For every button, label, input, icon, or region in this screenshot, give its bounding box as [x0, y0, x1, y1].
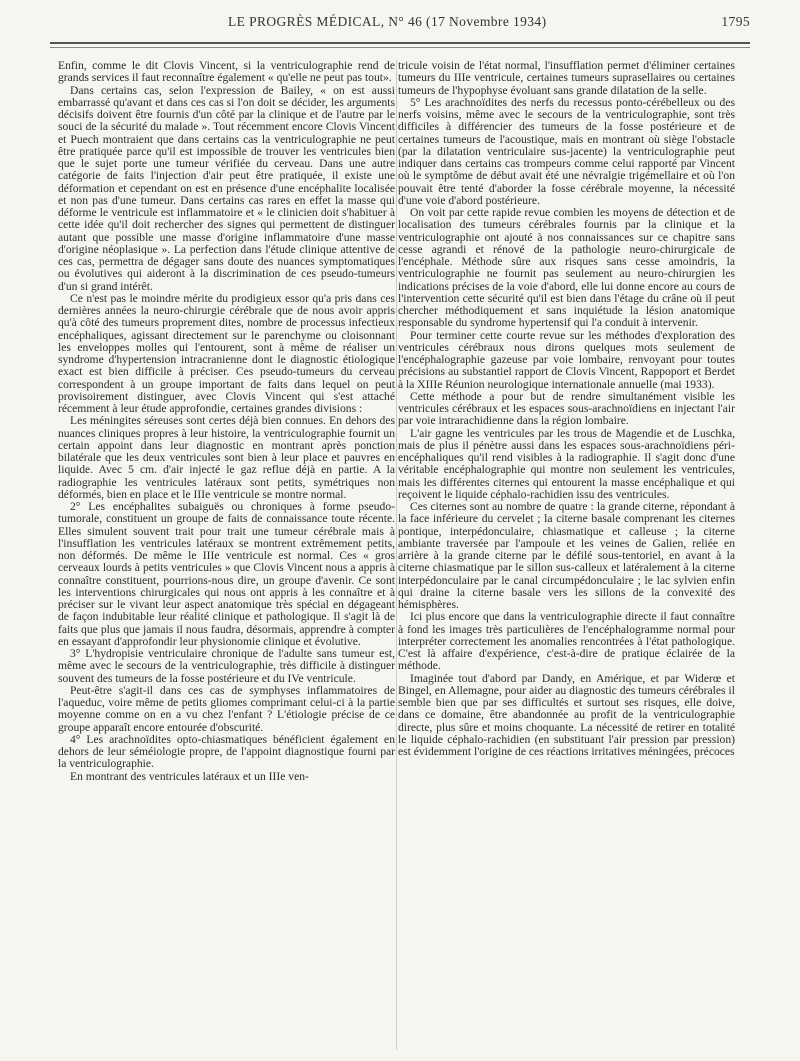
paragraph: Enfin, comme le dit Clovis Vincent, si la ventriculographie rend de grands services il faut reconnaître également « qu'elle ne peut pas tout». — [58, 59, 395, 85]
paragraph: Ces citernes sont au nombre de quatre : la grande citerne, répondant à la face inférieure du cervelet ; la citerne basale comprenant les citernes pontique, interpédonculaire, chiasmatique et calleuse ; la citerne ambiante traversée par l'ampoule et les veines de Galien, reliée en arrière à la grande citerne par le défilé sous-tentoriel, en avant à la citerne chiasmatique par le sillon sus-calleux et latéralement à la citerne interpédonculaire par le canal circumpédonculaire ; le lac sylvien enfin qui draine la citerne basale vers les sillons de la convexité des hémisphères. — [398, 500, 735, 611]
paragraph: On voit par cette rapide revue combien les moyens de détection et de localisation des tumeurs cérébrales fournis par la clinique et la ventriculographie ont ajouté à nos connaissances sur ce chapitre sans cesse agrandi et rénové de la pathologie neuro-chirurgicale de l'encéphale. Méthode sûre aux risques sans cesse amoindris, la ventriculographie ne fournit pas seulement au neuro-chirurgien les indications précises de la voie d'abord, elle lui donne encore au cours de l'intervention cette sécurité qu'il est bien dans l'étage du crâne où il peut chercher méthodiquement et sans inquiétude la lésion anatomique responsable du syndrome hypertensif qui l'a conduit à intervenir. — [398, 206, 735, 330]
journal-title: LE PROGRÈS MÉDICAL, N° 46 (17 Novembre 1934) — [228, 14, 547, 29]
paragraph: 2° Les encéphalites subaiguës ou chroniques à forme pseudo-tumorale, constituent un groupe de faits de connaissance toute récente. Elles simulent souvent trait pour trait une tumeur cérébrale mais à l'insufflation les ventricules latéraux se montrent extrêmement petits, non déformés. De même le IIIe ventricule est normal. Ces « gros cerveaux lourds à petits ventricules » que Clovis Vincent nous a appris à connaître constituent, pourrions-nous dire, un groupe d'avenir. Ce sont les interventions chirurgicales qui nous ont appris à les connaître et à préciser sur le vivant leur aspect anatomique très spécial en dégageant de façon indubitable leur réalité clinique et pathologique. Il s'agit là de faits que plus que jamais il nous faudra, désormais, apprendre à compter en essayant d'approfondir leur physionomie clinique et évolutive. — [58, 500, 395, 648]
paragraph: L'air gagne les ventricules par les trous de Magendie et de Luschka, mais de plus il pénètre aussi dans les espaces sous-arachnoïdiens péri-encéphaliques qu'il rend visibles à la radiographie. Il s'agit donc d'une véritable encéphalographie qui montre non seulement les ventricules, mais les différentes citernes qui entourent la masse encéphalique et qui reçoivent le liquide céphalo-rachidien issu des ventricules. — [398, 426, 735, 501]
header-rule-thin — [50, 47, 750, 48]
paragraph: Ce n'est pas le moindre mérite du prodigieux essor qu'a pris dans ces dernières années la neuro-chirurgie cérébrale que de nous avoir appris qu'à côté des tumeurs proprement dites, nombre de processus infectieux encéphaliques, agissant directement sur le parenchyme ou cloisonnant les enveloppes molles qui l'entourent, sont à même de réaliser un syndrome d'hypertension intracranienne dont le diagnostic étiologique exact est bien difficile à préciser. Ces pseudo-tumeurs du cerveau correspondent à un groupe important de faits dans lequel on peut provisoirement distinguer, avec Clovis Vincent qui s'est attaché récemment à leur étude approfondie, certaines grandes divisions : — [58, 291, 395, 415]
paragraph: Dans certains cas, selon l'expression de Bailey, « on est aussi embarrassé qu'avant et dans ces cas si l'on doit se décider, les arguments décisifs doivent être fournis d'un côté par la clinique et de l'autre par le souci de la sécurité du malade ». Tout récemment encore Clovis Vincent et Puech montraient que dans certains cas la ventriculographie ne peut être pratiquée parce qu'il est impossible de trouver les ventricules bien que le sujet porte une tumeur vérifiée du cerveau. Dans une autre catégorie de faits l'injection d'air peut être pratiquée, il existe une déformation et cependant on est en présence d'une encéphalite localisée et non pas d'une tumeur. Dans certains cas rares en effet la masse qui déforme le ventricule est inflammatoire et « le clinicien doit s'habituer à cette idée qu'il doit rechercher des signes qui permettent de distinguer autant que possible une masse d'origine inflammatoire d'une masse d'origine néoplasique ». La perfection dans l'étude clinique attentive de ces cas, permettra de dégager sans doute des nuances symptomatiques ou évolutives qui aideront à la discrimination de ces pseudo-tumeurs d'un si grand intérêt. — [58, 83, 395, 293]
paragraph: Ici plus encore que dans la ventriculographie directe il faut connaître à fond les images très particulières de l'encéphalogramme normal pour interpréter correctement les anomalies rencontrées à l'état pathologique. C'est là affaire d'expérience, c'est-à-dire de pratique éclairée de la méthode. — [398, 610, 735, 673]
paragraph: 5° Les arachnoïdites des nerfs du recessus ponto-cérébelleux ou des nerfs voisins, même avec le secours de la ventriculographie, sont très difficiles à différencier des tumeurs de la fosse postérieure et de certaines tumeurs de l'acoustique, mais en montrant où siège l'obstacle (par la dilatation ventriculaire sus-jacente) la ventriculographie peut indiquer dans certains cas trompeurs comme celui rapporté par Vincent où le symptôme de début avait été une névralgie trigémellaire et où l'on pouvait être tenté d'aborder la fosse cérébrale moyenne, la nécessité d'une voie d'abord postérieure. — [398, 95, 735, 207]
paragraph: Peut-être s'agit-il dans ces cas de symphyses inflammatoires de l'aqueduc, voire même de petits gliomes comprimant celui-ci à la partie moyenne comme on en a vu chez l'enfant ? L'étiologie précise de ce groupe apparaît encore entourée d'obscurité. — [58, 683, 395, 734]
left-column — [58, 60, 395, 783]
paragraph: 4° Les arachnoïdites opto-chiasmatiques bénéficient également en dehors de leur séméiologie propre, de l'appoint diagnostique fourni par la ventriculographie. — [58, 732, 395, 771]
column-divider — [396, 60, 397, 1050]
header-rule — [50, 42, 750, 44]
paragraph: Imaginée tout d'abord par Dandy, en Amérique, et par Widerœ et Bingel, en Allemagne, pour aider au diagnostic des tumeurs cérébrales il semble bien que par ses difficultés et surtout ses risques, elle doive, dans ce domaine, être abandonnée au profit de la ventriculographie directe, plus sûre et moins choquante. La nécessité de retirer en totalité le liquide céphalo-rachidien (en substituant l'air pression par pression) est évidemment l'origine de ces réactions irritatives méningées, précoces — [398, 671, 735, 758]
paragraph: tricule voisin de l'état normal, l'insufflation permet d'éliminer certaines tumeurs du IIIe ventricule, certaines tumeurs suprasellaires ou certaines tumeurs de l'hypophyse évoluant sans grande dilatation de la selle. — [398, 59, 735, 97]
paragraph: Pour terminer cette courte revue sur les méthodes d'exploration des ventricules cérébraux nous dirons quelques mots seulement de l'encéphalographie gazeuse par voie lombaire, renvoyant pour toutes précisions au substantiel rapport de Clovis Vincent, Rappoport et Berdet à la XIIIe Réunion neurologique internationale annuelle (mai 1933). — [398, 328, 735, 391]
paragraph: Cette méthode a pour but de rendre simultanément visible les ventricules cérébraux et les espaces sous-arachnoïdiens en injectant l'air par voie intrarachidienne dans la région lombaire. — [398, 389, 735, 428]
paragraph: 3° L'hydropisie ventriculaire chronique de l'adulte sans tumeur est, même avec le secours de la ventriculographie, très difficile à distinguer souvent des tumeurs de la fosse postérieure et du IVe ventricule. — [58, 647, 395, 685]
page-number: 1795 — [721, 14, 750, 29]
paragraph: Les méningites séreuses sont certes déjà bien connues. En dehors des nuances cliniques propres à leur histoire, la ventriculographie fournit un certain appoint dans leur diagnostic en montrant après ponction bilatérale que les deux ventricules sont bien à leur place et pauvres en liquide. Avec 5 cm. d'air injecté le gaz reflue déjà en partie. A la radiographie les ventricules latéraux sont petits, symétriques non déformés, bien en place et le IIIe ventricule se montre normal. — [58, 414, 395, 501]
paragraph: En montrant des ventricules latéraux et un IIIe ven- — [70, 769, 309, 783]
running-header — [50, 14, 750, 40]
right-column — [398, 60, 735, 758]
